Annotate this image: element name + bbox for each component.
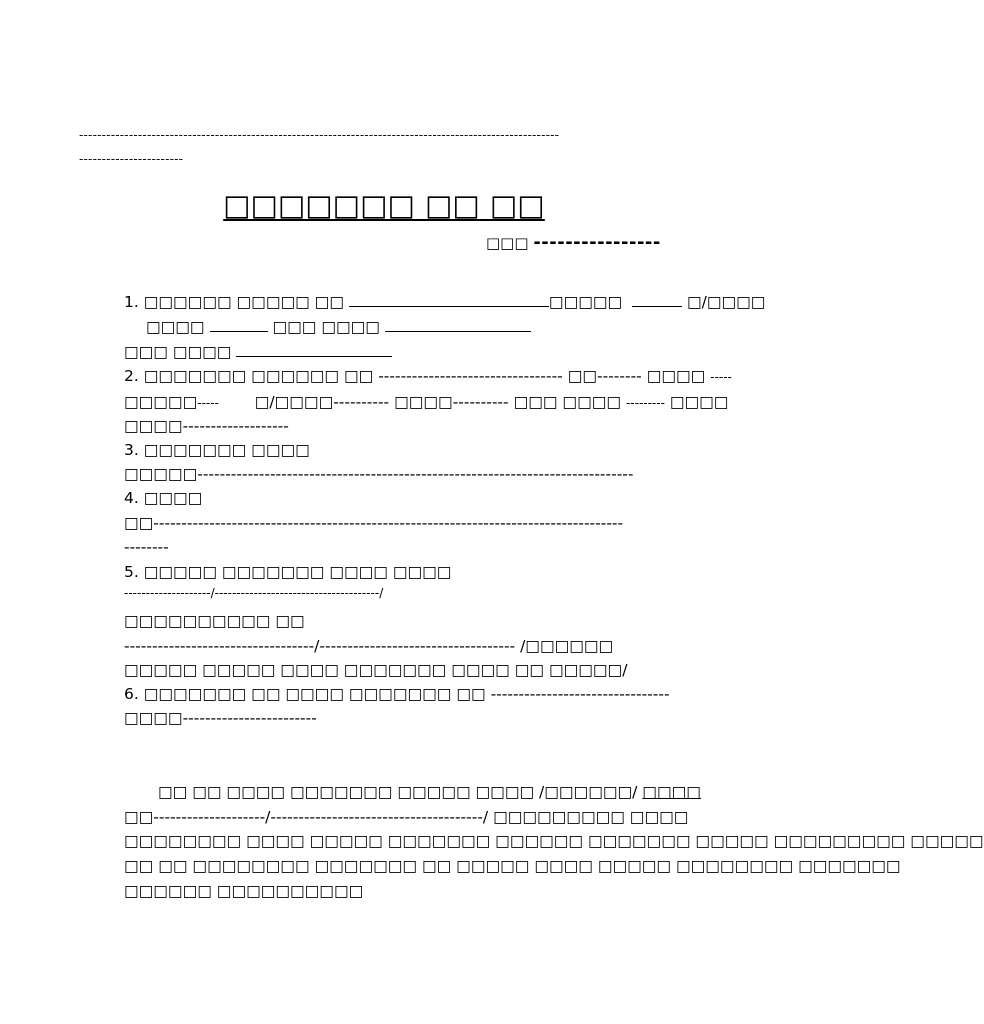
item-2-text-c: □□□□	[646, 367, 706, 385]
item-4-line-2	[124, 511, 623, 535]
item-4-line-3	[124, 535, 169, 559]
closing-line-1	[158, 780, 701, 804]
item-2-dash-g[interactable]: ---------	[625, 396, 665, 410]
item-5-number: 5.	[124, 563, 139, 581]
item-5-text-b: □□□□□□□□□□ □□	[124, 612, 305, 630]
item-2-text-e: □/□□□□	[254, 393, 334, 411]
item-1-line-3	[124, 340, 392, 364]
item-1-blank-4[interactable]	[385, 317, 531, 332]
item-1-blank-5[interactable]	[236, 342, 392, 357]
item-2-line-3	[124, 414, 289, 438]
item-5-line-3	[124, 609, 305, 633]
item-2-number: 2.	[124, 367, 139, 385]
item-4-text-a: □□□□	[143, 489, 203, 507]
item-1-line-1	[124, 290, 765, 314]
subtitle-dashes: ----------------	[533, 232, 661, 253]
closing-line-2-dash[interactable]: --------------------/--------------------------------------/	[153, 808, 489, 826]
item-5-dash-b[interactable]: ----------------------------------/----------------------------------- /	[124, 637, 526, 655]
item-1-number: 1.	[124, 293, 139, 311]
item-1-text-b: □□□□□	[548, 293, 623, 311]
item-6-dash-b[interactable]: ------------------------	[182, 709, 317, 727]
item-6-number: 6.	[124, 685, 139, 703]
item-4-dash-b[interactable]: ------------------------------------------------------------------------------------	[153, 514, 624, 532]
item-3-text-a: □□□□□□□ □□□□	[143, 441, 310, 459]
closing-line-1-text: □□ □□ □□□□ □□□□□□□ □□□□□ □□□□ /□□□□□□/	[158, 783, 638, 801]
item-5-line-1	[124, 560, 451, 584]
item-4-text-b: □□	[124, 514, 154, 532]
item-1-blank-2[interactable]	[632, 292, 682, 307]
closing-line-3: □□□□□□□□ □□□□ □□□□□ □□□□□□□ □□□□□□ □□□□□□□ □□□□□ □□□□□□□□□ □□□□□	[124, 832, 984, 850]
item-2-dash-b[interactable]: --------	[597, 367, 642, 385]
item-3-text-b: □□□□□	[124, 465, 198, 483]
item-5-dash-a[interactable]: --------------------/--------------------------------------/	[124, 586, 384, 600]
subtitle-mark: □	[514, 234, 529, 252]
item-4-line-1	[124, 486, 202, 510]
item-6-dash-a[interactable]: --------------------------------	[490, 685, 670, 703]
item-5-text-d: □□□□□ □□□□□ □□□□ □□□□□□□ □□□□ □□ □□□□□/	[124, 661, 628, 679]
item-5-text-a: □□□□□ □□□□□□□ □□□□ □□□□	[143, 563, 452, 581]
item-5-line-5	[124, 658, 627, 682]
item-5-line-2	[124, 586, 383, 600]
item-6-line-1	[124, 682, 670, 706]
item-2-text-g: □□□ □□□□	[513, 393, 622, 411]
item-5-line-4	[124, 634, 613, 658]
item-3-number: 3.	[124, 441, 139, 459]
document-title: □□□□□□□ □□ □□	[223, 188, 545, 222]
closing-line-5: □□□□□□ □□□□□□□□□□	[124, 882, 364, 900]
item-2-text-i: □□□□	[124, 417, 183, 435]
item-1-text-e: □□□ □□□□	[272, 318, 380, 336]
item-2-text-f: □□□□	[394, 393, 453, 411]
item-2-dash-d[interactable]: -----	[197, 396, 219, 410]
item-1-text-a: □□□□□□ □□□□□ □□	[143, 293, 344, 311]
item-1-text-c: □/□□□□	[686, 293, 766, 311]
item-1-text-d: □□□□	[146, 318, 205, 336]
item-2-text-b: □□	[567, 367, 598, 385]
item-2-line-2	[124, 390, 728, 415]
closing-line-4: □□ □□ □□□□□□□□ □□□□□□□ □□ □□□□□ □□□□ □□□□□ □□□□□□□□ □□□□□□□	[124, 857, 901, 875]
top-rule-line-1: ----------------------------------------------------------------------------------------------------------	[79, 128, 560, 142]
subtitle-label: □□	[486, 234, 515, 252]
item-4-dash-c[interactable]: --------	[124, 538, 169, 556]
subtitle	[486, 232, 661, 253]
item-3-line-1	[124, 438, 310, 462]
item-1-text-f: □□□ □□□□	[124, 343, 232, 361]
item-2-dash-c[interactable]: -----	[710, 370, 732, 384]
item-1-line-2	[146, 315, 531, 339]
closing-line-2-text-a: □□	[124, 808, 154, 826]
top-rule-line-2: -----------------------	[79, 152, 184, 166]
closing-line-2	[124, 805, 688, 829]
item-2-text-h: □□□□	[669, 393, 729, 411]
item-6-text-a: □□□□□□□ □□ □□□□ □□□□□□□ □□	[143, 685, 486, 703]
item-2-dash-f[interactable]: ----------	[452, 393, 509, 411]
item-3-line-2	[124, 462, 634, 486]
item-2-text-d: □□□□□	[124, 393, 198, 411]
item-6-line-2	[124, 706, 317, 730]
item-2-text-a: □□□□□□□ □□□□□□ □□	[143, 367, 374, 385]
item-5-text-c: □□□□□□	[525, 637, 614, 655]
item-4-number: 4.	[124, 489, 139, 507]
item-2-dash-e[interactable]: ----------	[333, 393, 390, 411]
item-2-line-1	[124, 364, 732, 389]
item-2-dash-i[interactable]: -------------------	[182, 417, 289, 435]
item-1-blank-3[interactable]	[210, 317, 268, 332]
closing-line-2-text-b: □□□□□□□□□ □□□□	[493, 808, 689, 826]
item-6-text-b: □□□□	[124, 709, 183, 727]
item-3-dash-b[interactable]: ------------------------------------------------------------------------------	[197, 465, 634, 483]
closing-line-1-underlined: □□□□	[642, 783, 701, 801]
item-1-blank-1[interactable]	[349, 292, 549, 307]
item-2-dash-a[interactable]: ---------------------------------	[378, 367, 563, 385]
